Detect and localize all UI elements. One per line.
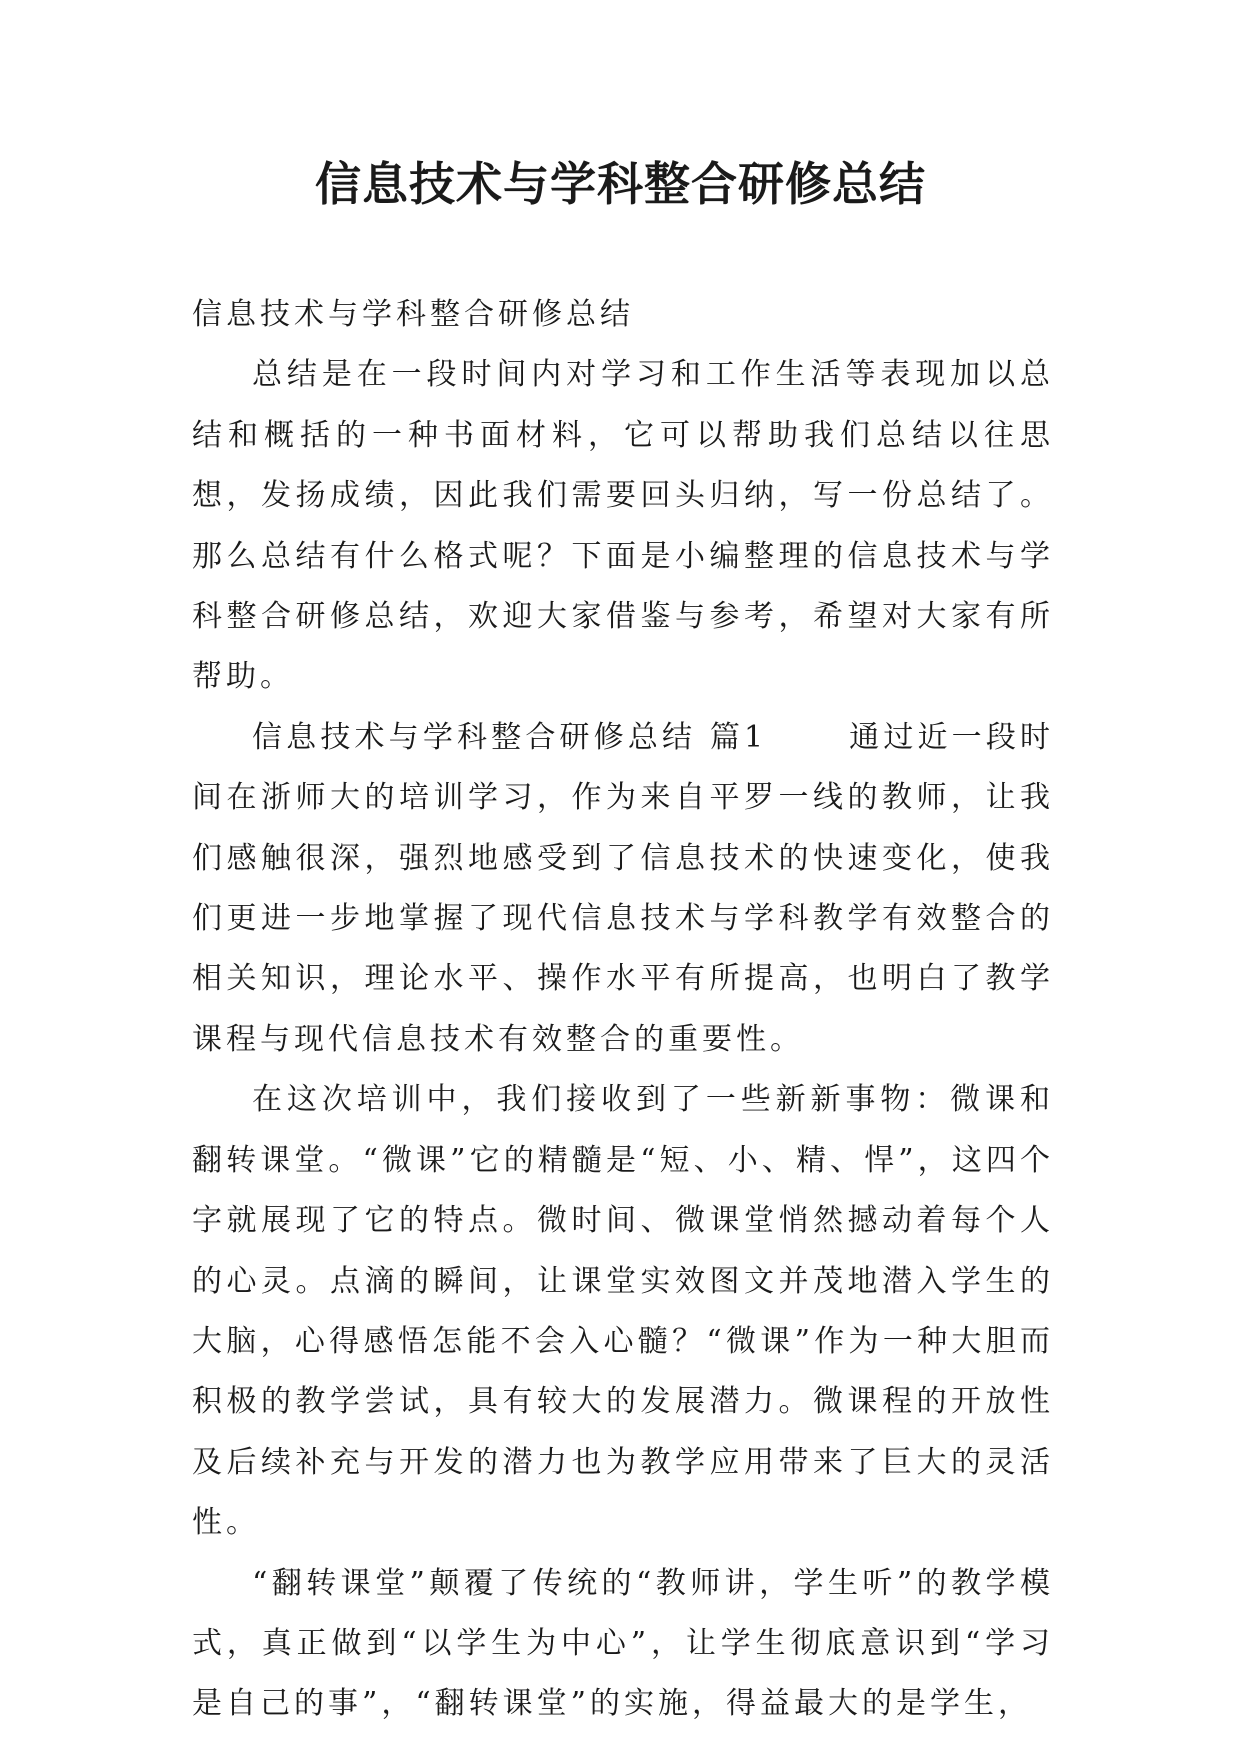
document-title: 信息技术与学科整合研修总结 — [315, 157, 926, 211]
paragraph-intro: 总结是在一段时间内对学习和工作生活等表现加以总结和概括的一种书面材料，它可以帮助我们总结以往思想，发扬成绩，因此我们需要回头归纳，写一份总结了。那么总结有什么格式呢？下面是小编整理的信息技术与学科整合研修总结，欢迎大家借鉴与参考，希望对大家有所帮助。 — [192, 357, 1054, 695]
document-body — [192, 285, 1054, 1735]
paragraph-microlesson: 在这次培训中，我们接收到了一些新新事物：微课和翻转课堂。“微课”它的精髓是“短、小、精、悍”，这四个字就展现了它的特点。微时间、微课堂悄然撼动着每个人的心灵。点滴的瞬间，让课堂实效图文并茂地潜入学生的大脑，心得感悟怎能不会入心髓？“微课”作为一种大胆而积极的教学尝试，具有较大的发展潜力。微课程的开放性及后续补充与开发的潜力也为教学应用带来了巨大的灵活性。 — [192, 1082, 1054, 1541]
paragraph-flipped-classroom: “翻转课堂”颠覆了传统的“教师讲，学生听”的教学模式，真正做到“以学生为中心”，让学生彻底意识到“学习是自己的事”，“翻转课堂”的实施，得益最大的是学生， — [192, 1565, 1054, 1722]
paragraph-subtitle: 信息技术与学科整合研修总结 — [192, 297, 634, 332]
paragraph-part1: 信息技术与学科整合研修总结 篇1 通过近一段时间在浙师大的培训学习，作为来自平罗一线的教师，让我们感触很深，强烈地感受到了信息技术的快速变化，使我们更进一步地掌握了现代信息技术与学科教学有效整合的相关知识，理论水平、操作水平有所提高，也明白了教学课程与现代信息技术有效整合的重要性。 — [192, 719, 1054, 1057]
